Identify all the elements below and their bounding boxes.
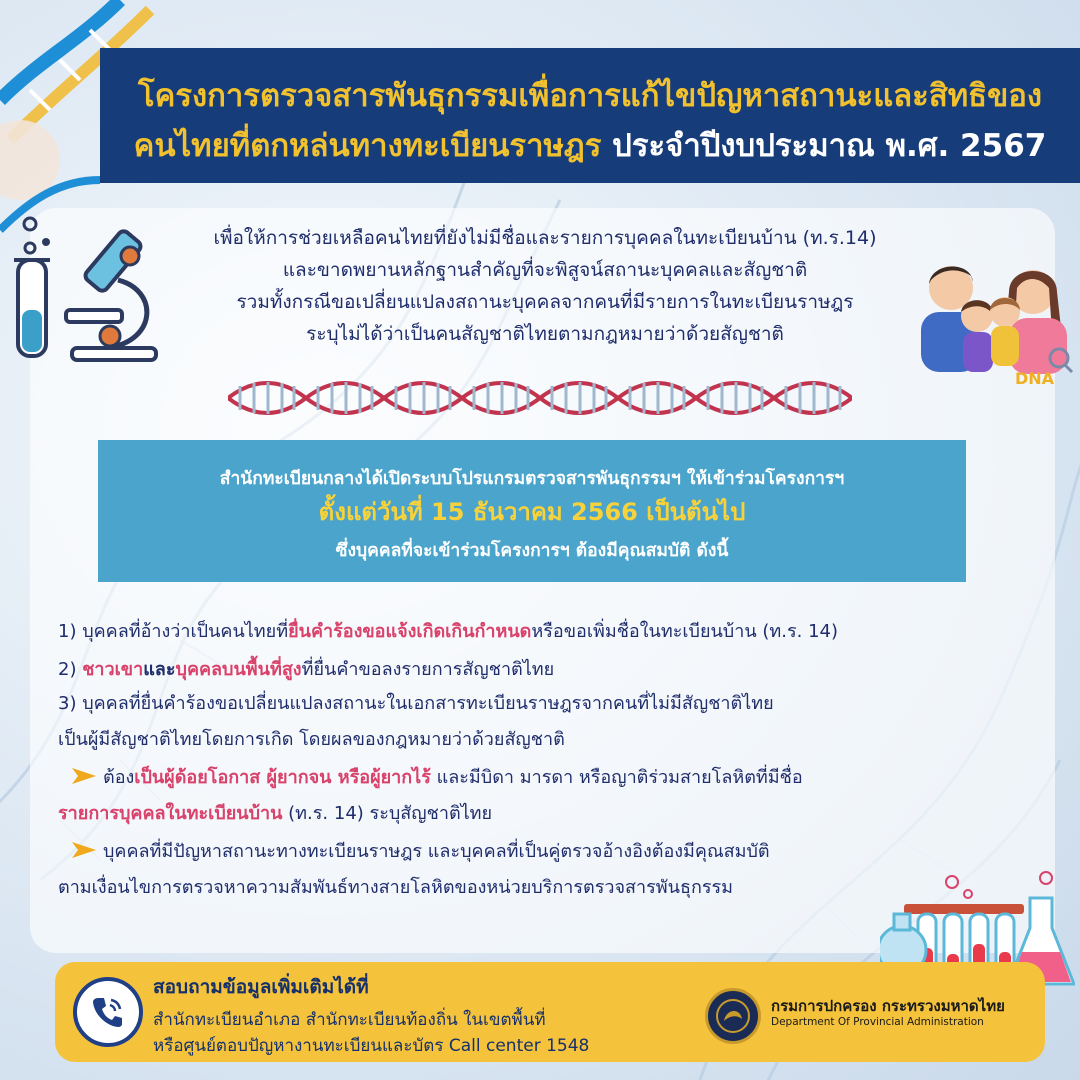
intro-line: ระบุไม่ได้ว่าเป็นคนสัญชาติไทยตามกฎหมายว่าด้วยสัญชาติ [306,323,784,345]
phone-icon [73,977,143,1047]
department-name-thai: กรมการปกครอง กระทรวงมหาดไทย [771,997,1005,1015]
dna-strand-divider [228,376,852,420]
list-item-3-line2: เป็นผู้มีสัญชาติไทยโดยการเกิด โดยผลของกฎหมายว่าด้วยสัญชาติ [58,729,565,750]
dna-badge-text: DNA [1015,369,1055,388]
contact-title: สอบถามข้อมูลเพิ่มเติมได้ที่ [153,976,369,998]
sub-bullet-1-line2 [58,798,492,827]
header-title-line2-year: ประจำปีงบประมาณ พ.ศ. 2567 [601,128,1047,164]
item2-number: 2) [58,659,83,680]
intro-line: รวมทั้งกรณีขอเปลี่ยนแปลงสถานะบุคคลจากคนที่มีรายการในทะเบียนราษฎร [236,291,854,313]
intro-paragraph [145,222,945,350]
item2-highlight-highland: บุคคลบนพื้นที่สูง [175,659,302,680]
banner-date-highlight: ตั้งแต่วันที่ 15 ธันวาคม 2566 เป็นต้นไป [318,498,746,526]
item2-conjunction: และ [143,659,176,680]
sub-bullet-1-highlight-2: รายการบุคคลในทะเบียนบ้าน [58,803,283,824]
banner-line1: สำนักทะเบียนกลางได้เปิดระบบโปรแกรมตรวจสารพันธุกรรมฯ ให้เข้าร่วมโครงการฯ [219,469,845,489]
list-item-3-line1: 3) บุคคลที่ยื่นคำร้องขอเปลี่ยนแปลงสถานะในเอกสารทะเบียนราษฎรจากคนที่ไม่มีสัญชาติไทย [58,693,774,714]
item2-text-end: ที่ยื่นคำขอลงรายการสัญชาติไทย [301,659,555,680]
sub-bullet-1-line1 [70,762,803,791]
list-item-1 [58,616,838,645]
department-name-english: Department Of Provincial Administration [771,1016,984,1028]
sub-bullet-1-text: ต้อง [103,767,135,788]
header-title-line2 [100,120,1080,170]
microscope-icon [8,210,168,370]
item1-text: 1) บุคคลที่อ้างว่าเป็นคนไทยที่ [58,621,289,642]
sub-bullet-2-text: บุคคลที่มีปัญหาสถานะทางทะเบียนราษฎร และบุคคลที่เป็นคู่ตรวจอ้างอิงต้องมีคุณสมบัติ [103,841,770,862]
contact-line2-call-center: หรือศูนย์ตอบปัญหางานทะเบียนและบัตร Call center 1548 [153,1036,590,1056]
item2-highlight-hilltribe: ชาวเขา [82,659,144,680]
chevron-right-icon [70,840,100,860]
header-title-line1: โครงการตรวจสารพันธุกรรมเพื่อการแก้ไขปัญหาสถานะและสิทธิของ [137,78,1043,114]
intro-line: และขาดพยานหลักฐานสำคัญที่จะพิสูจน์สถานะบุคคลและสัญชาติ [282,259,808,281]
sub-bullet-2-line2: ตามเงื่อนไขการตรวจหาความสัมพันธ์ทางสายโลหิตของหน่วยบริการตรวจสารพันธุกรรม [58,877,734,898]
contact-line1: สำนักทะเบียนอำเภอ สำนักทะเบียนท้องถิ่น ในเขตพื้นที่ [153,1010,546,1030]
contact-footer [55,962,1045,1062]
banner-line3: ซึ่งบุคคลที่จะเข้าร่วมโครงการฯ ต้องมีคุณสมบัติ ดังนี้ [335,541,729,561]
header-banner [100,48,1080,183]
sub-bullet-1-highlight: เป็นผู้ด้อยโอกาส ผู้ยากจน หรือผู้ยากไร้ [134,767,431,788]
sub-bullet-1-text-end: (ท.ร. 14) ระบุสัญชาติไทย [282,803,493,824]
item1-highlight: ยื่นคำร้องขอแจ้งเกิดเกินกำหนด [288,621,532,642]
department-seal-logo [705,988,761,1044]
intro-line: เพื่อให้การช่วยเหลือคนไทยที่ยังไม่มีชื่อและรายการบุคคลในทะเบียนบ้าน (ท.ร.14) [213,227,877,249]
sub-bullet-1-text-mid: และมีบิดา มารดา หรือญาติร่วมสายโลหิตที่มีชื่อ [430,767,803,788]
family-illustration [915,258,1075,390]
chevron-right-icon [70,766,100,786]
header-title-line2-highlight: คนไทยที่ตกหล่นทางทะเบียนราษฎร [133,128,602,164]
announcement-banner [98,440,966,582]
list-item-2 [58,654,554,683]
item1-text-end: หรือขอเพิ่มชื่อในทะเบียนบ้าน (ท.ร. 14) [531,621,839,642]
sub-bullet-2-line1 [70,836,770,865]
